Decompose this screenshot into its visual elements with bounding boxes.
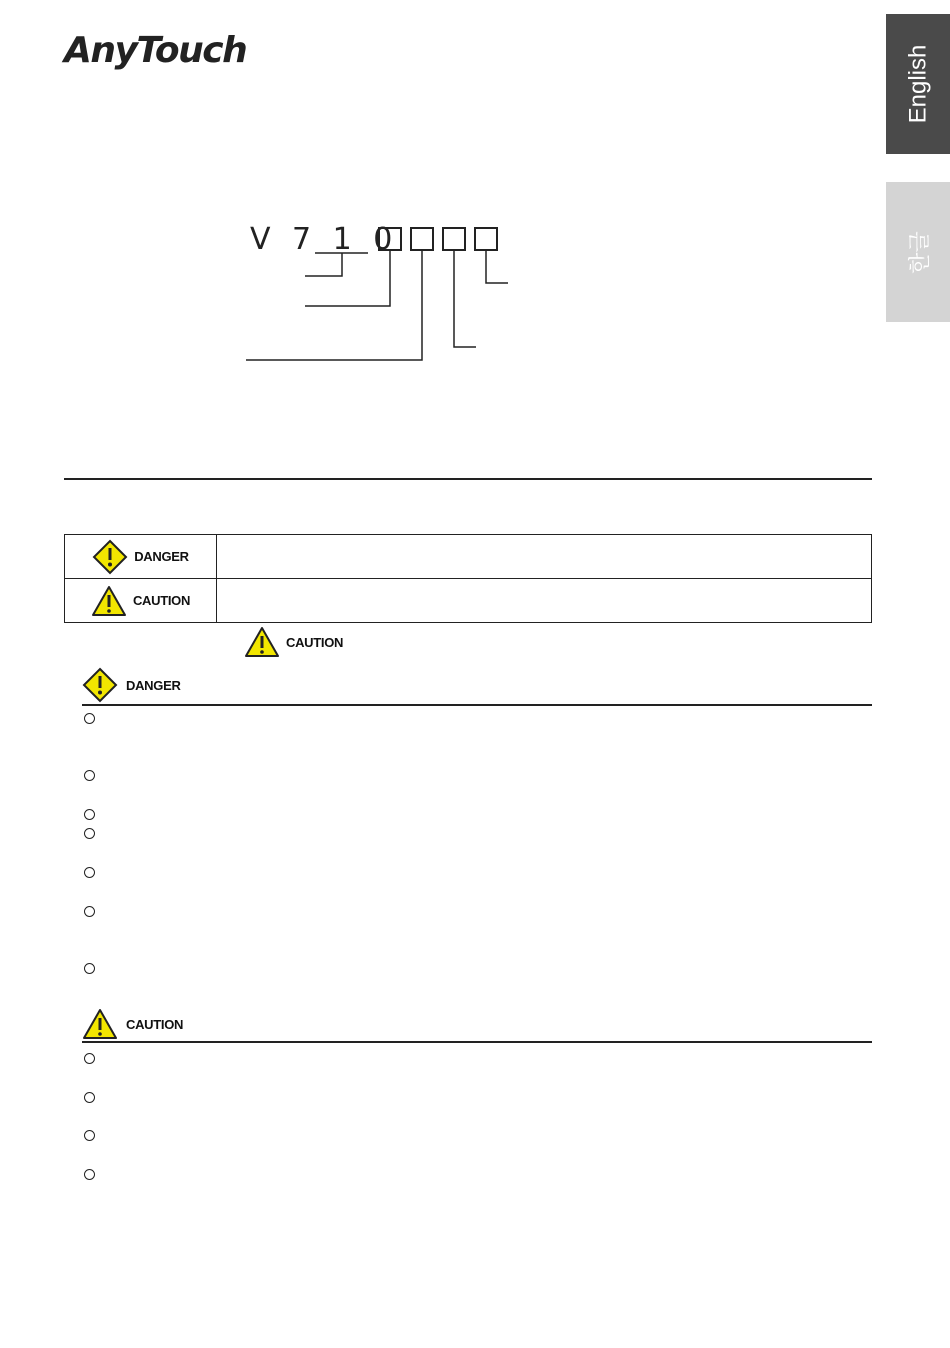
caution-triangle-icon: [244, 626, 280, 658]
danger-bullet: [84, 906, 95, 917]
legend-row-danger: [65, 535, 872, 579]
caution-triangle-icon: [91, 585, 127, 617]
legend-row-caution: [65, 579, 872, 623]
caution-bullet: [84, 1169, 95, 1180]
caution-bullet: [84, 1092, 95, 1103]
danger-diamond-icon: [92, 539, 128, 575]
tab-english-label: English: [904, 44, 931, 124]
danger-bullet: [84, 770, 95, 781]
danger-diamond-icon: [82, 667, 118, 703]
caution-bullet: [84, 1053, 95, 1064]
danger-bullet: [84, 867, 95, 878]
danger-section-heading: [82, 667, 181, 703]
callout-line-slot-4: [486, 251, 508, 283]
legend-danger-description: [217, 535, 872, 579]
danger-bullet: [84, 713, 95, 724]
hazard-legend-table: [64, 534, 872, 623]
section-divider: [64, 478, 872, 480]
legend-caution-description: [217, 579, 872, 623]
legend-caution-tag: CAUTION: [132, 593, 191, 608]
legend-icon-cell: [65, 535, 217, 579]
caution-triangle-icon: [82, 1008, 118, 1040]
callout-line-series: [305, 253, 342, 276]
danger-section-tag: DANGER: [126, 677, 181, 693]
legend-danger-tag: DANGER: [134, 549, 189, 564]
danger-bullet: [84, 963, 95, 974]
caution-section-tag: CAUTION: [126, 1016, 184, 1032]
caution-bullet: [84, 1130, 95, 1141]
danger-bullet: [84, 809, 95, 820]
tab-korean-label: 한글: [906, 230, 932, 274]
callout-line-slot-3: [454, 251, 476, 347]
danger-bullet: [84, 828, 95, 839]
caution-section-heading: [82, 1008, 183, 1040]
model-code-callouts: [0, 0, 950, 480]
caution-section-rule: [82, 1041, 872, 1043]
inline-caution-tag: CAUTION: [286, 634, 344, 650]
callout-line-slot-1: [305, 251, 390, 306]
model-code-prefix: V 7 1 0: [250, 222, 399, 257]
inline-caution-note: [244, 626, 343, 658]
legend-icon-cell: [65, 579, 217, 623]
danger-section-rule: [82, 704, 872, 706]
brand-logo: AnyTouch: [64, 30, 247, 71]
